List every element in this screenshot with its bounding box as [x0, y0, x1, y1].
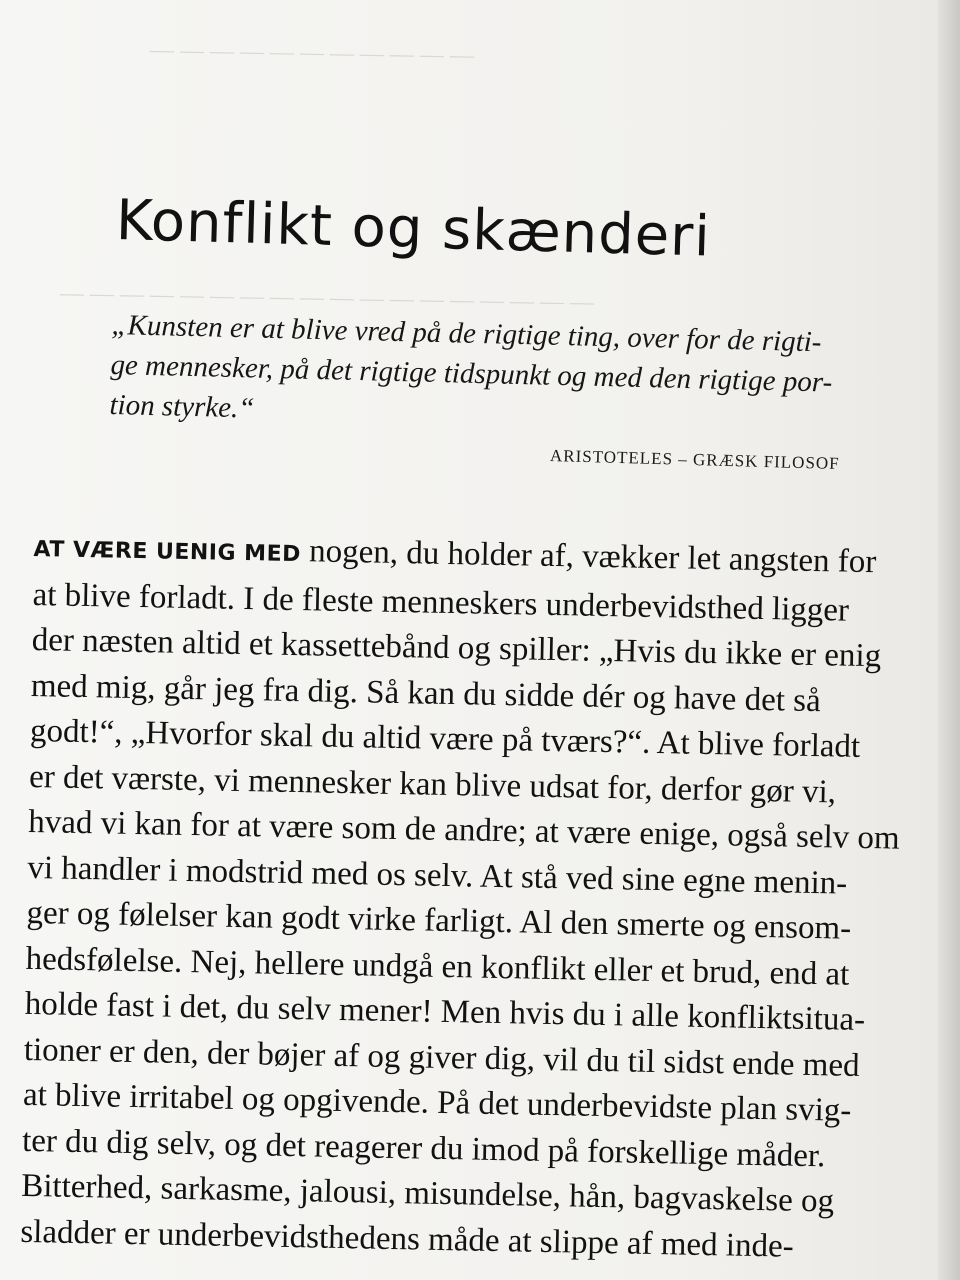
body-text: [20, 524, 934, 1272]
body-line: at blive irritabel og opgivende. På det underbevidste plan svig-: [22, 1076, 852, 1129]
body-line: Bitterhed, sarkasme, jalousi, misundelse, hån, bagvaskelse og: [20, 1167, 835, 1220]
lead-in-smallcaps: AT VÆRE UENIG MED: [33, 536, 302, 568]
body-line: hedsfølelse. Nej, hellere undgå en konflikt eller et brud, end at: [25, 940, 850, 993]
body-line: vi handler i modstrid med os selv. At stå ved sine egne menin-: [27, 849, 848, 902]
bleed-through-text: ― ― ― ― ― ― ― ― ― ― ―: [149, 37, 475, 69]
page-edge: [938, 0, 960, 1280]
body-line: sladder er underbevidsthedens måde at slippe af med inde-: [20, 1213, 795, 1265]
quote-line: „Kunsten er at blive vred på de rigtige ting, over for de rigti-: [111, 308, 822, 359]
quote-line: tion styrke.“: [109, 388, 255, 425]
body-line: ger og følelser kan godt virke farligt. Al den smerte og ensom-: [26, 894, 852, 947]
body-line: er det værste, vi mennesker kan blive udsat for, derfor gør vi,: [28, 758, 837, 810]
body-line: tioner er den, der bøjer af og giver dig, vil du til sidst ende med: [23, 1031, 860, 1084]
bleed-through-text: ― ― ― ― ― ― ― ― ― ― ― ― ― ― ― ― ― ―: [59, 280, 595, 316]
body-line: at blive forladt. I de fleste menneskers underbevidsthed ligger: [32, 576, 850, 629]
body-line: godt!“, „Hvorfor skal du altid være på tværs?“. At blive forladt: [29, 712, 861, 765]
body-line: ter du dig selv, og det reagerer du imod på forskellige måder.: [21, 1122, 826, 1174]
quote-attribution: ARISTOTELES – GRÆSK FILOSOF: [549, 446, 840, 474]
chapter-title: Konflikt og skænderi: [115, 187, 712, 270]
body-line: der næsten altid et kassettebånd og spiller: „Hvis du ikke er enig: [31, 621, 882, 675]
first-line-text: nogen, du holder af, vækker let angsten for: [300, 533, 877, 581]
body-line: hvad vi kan for at være som de andre; at være enige, også selv om: [27, 803, 900, 857]
body-line: holde fast i det, du selv mener! Men hvis du i alle konfliktsitua-: [24, 985, 866, 1039]
body-line: med mig, går jeg fra dig. Så kan du sidde dér og have det så: [30, 667, 822, 719]
quote-line: ge mennesker, på det rigtige tidspunkt og med den rigtige por-: [110, 348, 833, 399]
epigraph-quote: [109, 305, 882, 444]
